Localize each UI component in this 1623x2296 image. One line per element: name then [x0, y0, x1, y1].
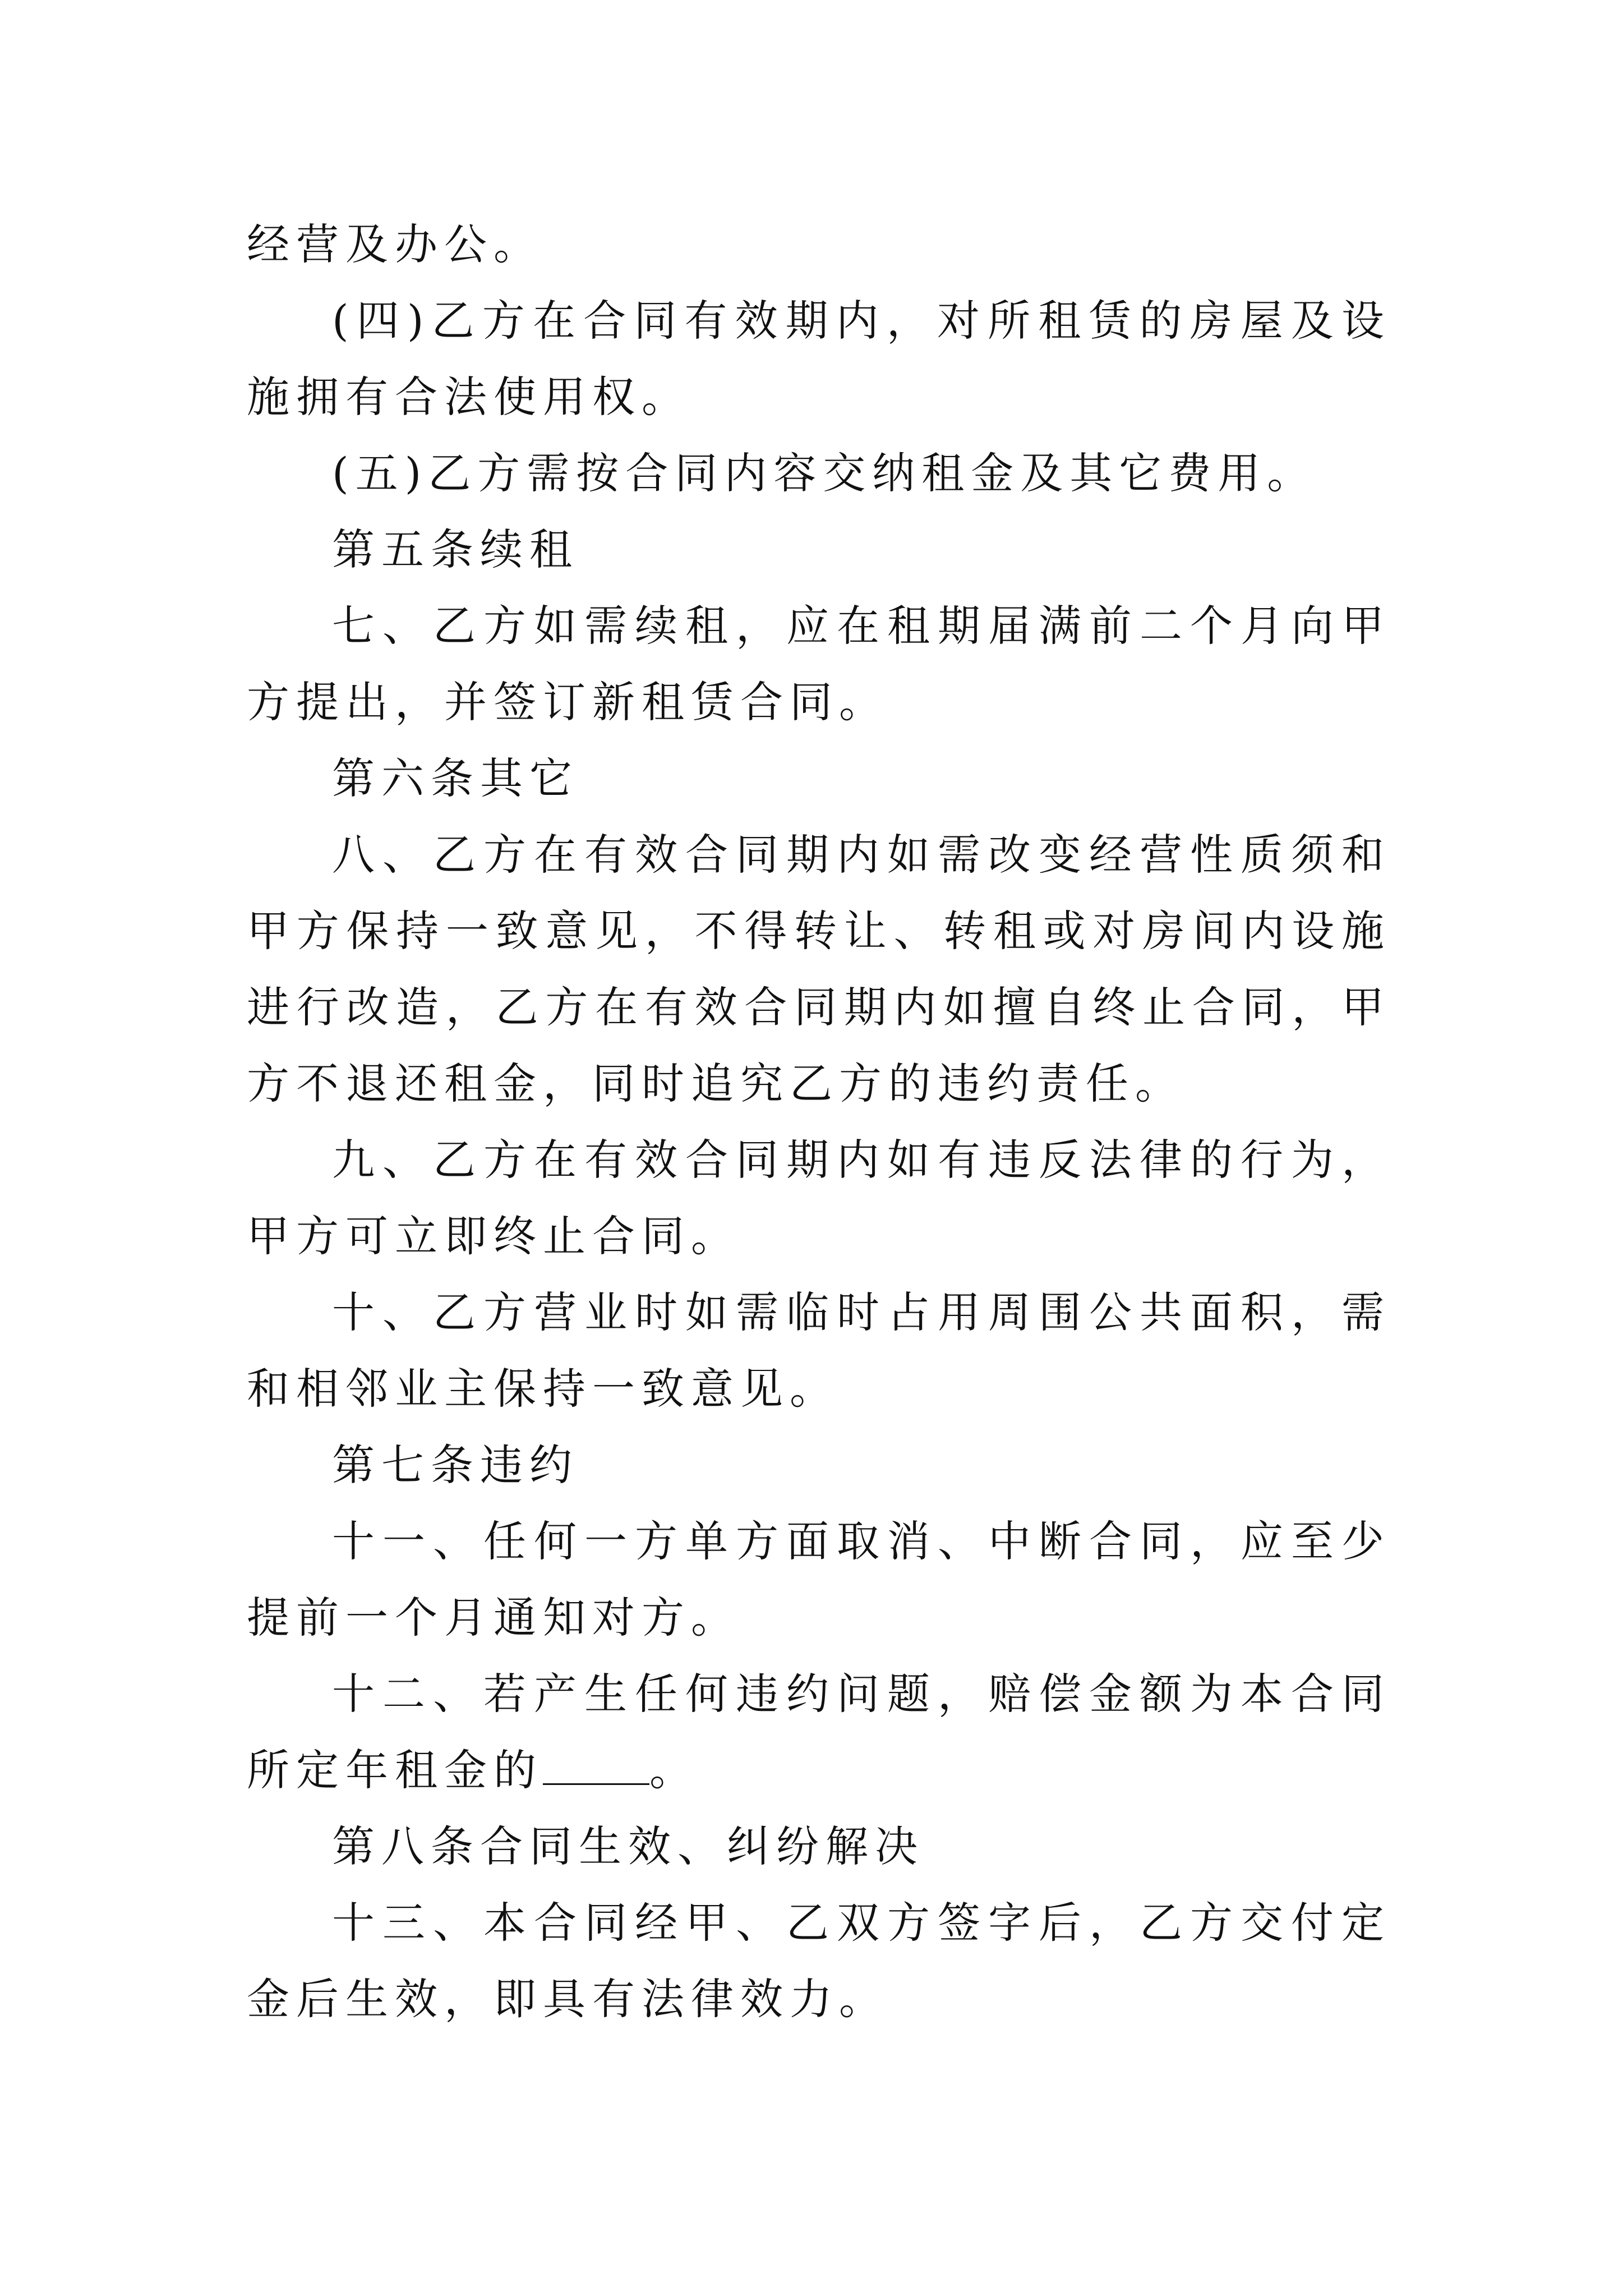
- paragraph-text: 。: [649, 1745, 699, 1795]
- paragraph: 九、乙方在有效合同期内如有违反法律的行为，甲方可立即终止合同。: [247, 1135, 1391, 1261]
- section-heading: 第七条违约: [332, 1440, 579, 1490]
- section-heading: 第八条合同生效、纠纷解决: [332, 1821, 924, 1871]
- paragraph: 七、乙方如需续租，应在租期届满前二个月向甲方提出，并签订新租赁合同。: [247, 601, 1391, 727]
- section-heading: 第五条续租: [332, 524, 579, 574]
- paragraph-with-blank: [247, 1656, 1391, 1809]
- paragraph-text: 十二、若产生任何违约问题，赔偿金额为本合同所定年租金的: [247, 1669, 1391, 1795]
- paragraph: 十、乙方营业时如需临时占用周围公共面积，需和相邻业主保持一致意见。: [247, 1287, 1391, 1414]
- paragraph: 十三、本合同经甲、乙双方签字后，乙方交付定金后生效，即具有法律效力。: [247, 1898, 1391, 2024]
- paragraph: 十一、任何一方单方面取消、中断合同，应至少提前一个月通知对方。: [247, 1516, 1391, 1642]
- paragraph: 经营及办公。: [247, 219, 543, 269]
- section-heading: 第六条其它: [332, 753, 579, 803]
- paragraph: (五)乙方需按合同内容交纳租金及其它费用。: [332, 448, 1317, 498]
- document-body: [247, 206, 1391, 2037]
- paragraph: 八、乙方在有效合同期内如需改变经营性质须和甲方保持一致意见，不得转让、转租或对房间内设施进行改造，乙方在有效合同期内如擅自终止合同，甲方不退还租金，同时追究乙方的违约责任。: [247, 830, 1391, 1108]
- paragraph: (四)乙方在合同有效期内，对所租赁的房屋及设施拥有合法使用权。: [247, 296, 1391, 422]
- fill-in-blank: [543, 1744, 649, 1785]
